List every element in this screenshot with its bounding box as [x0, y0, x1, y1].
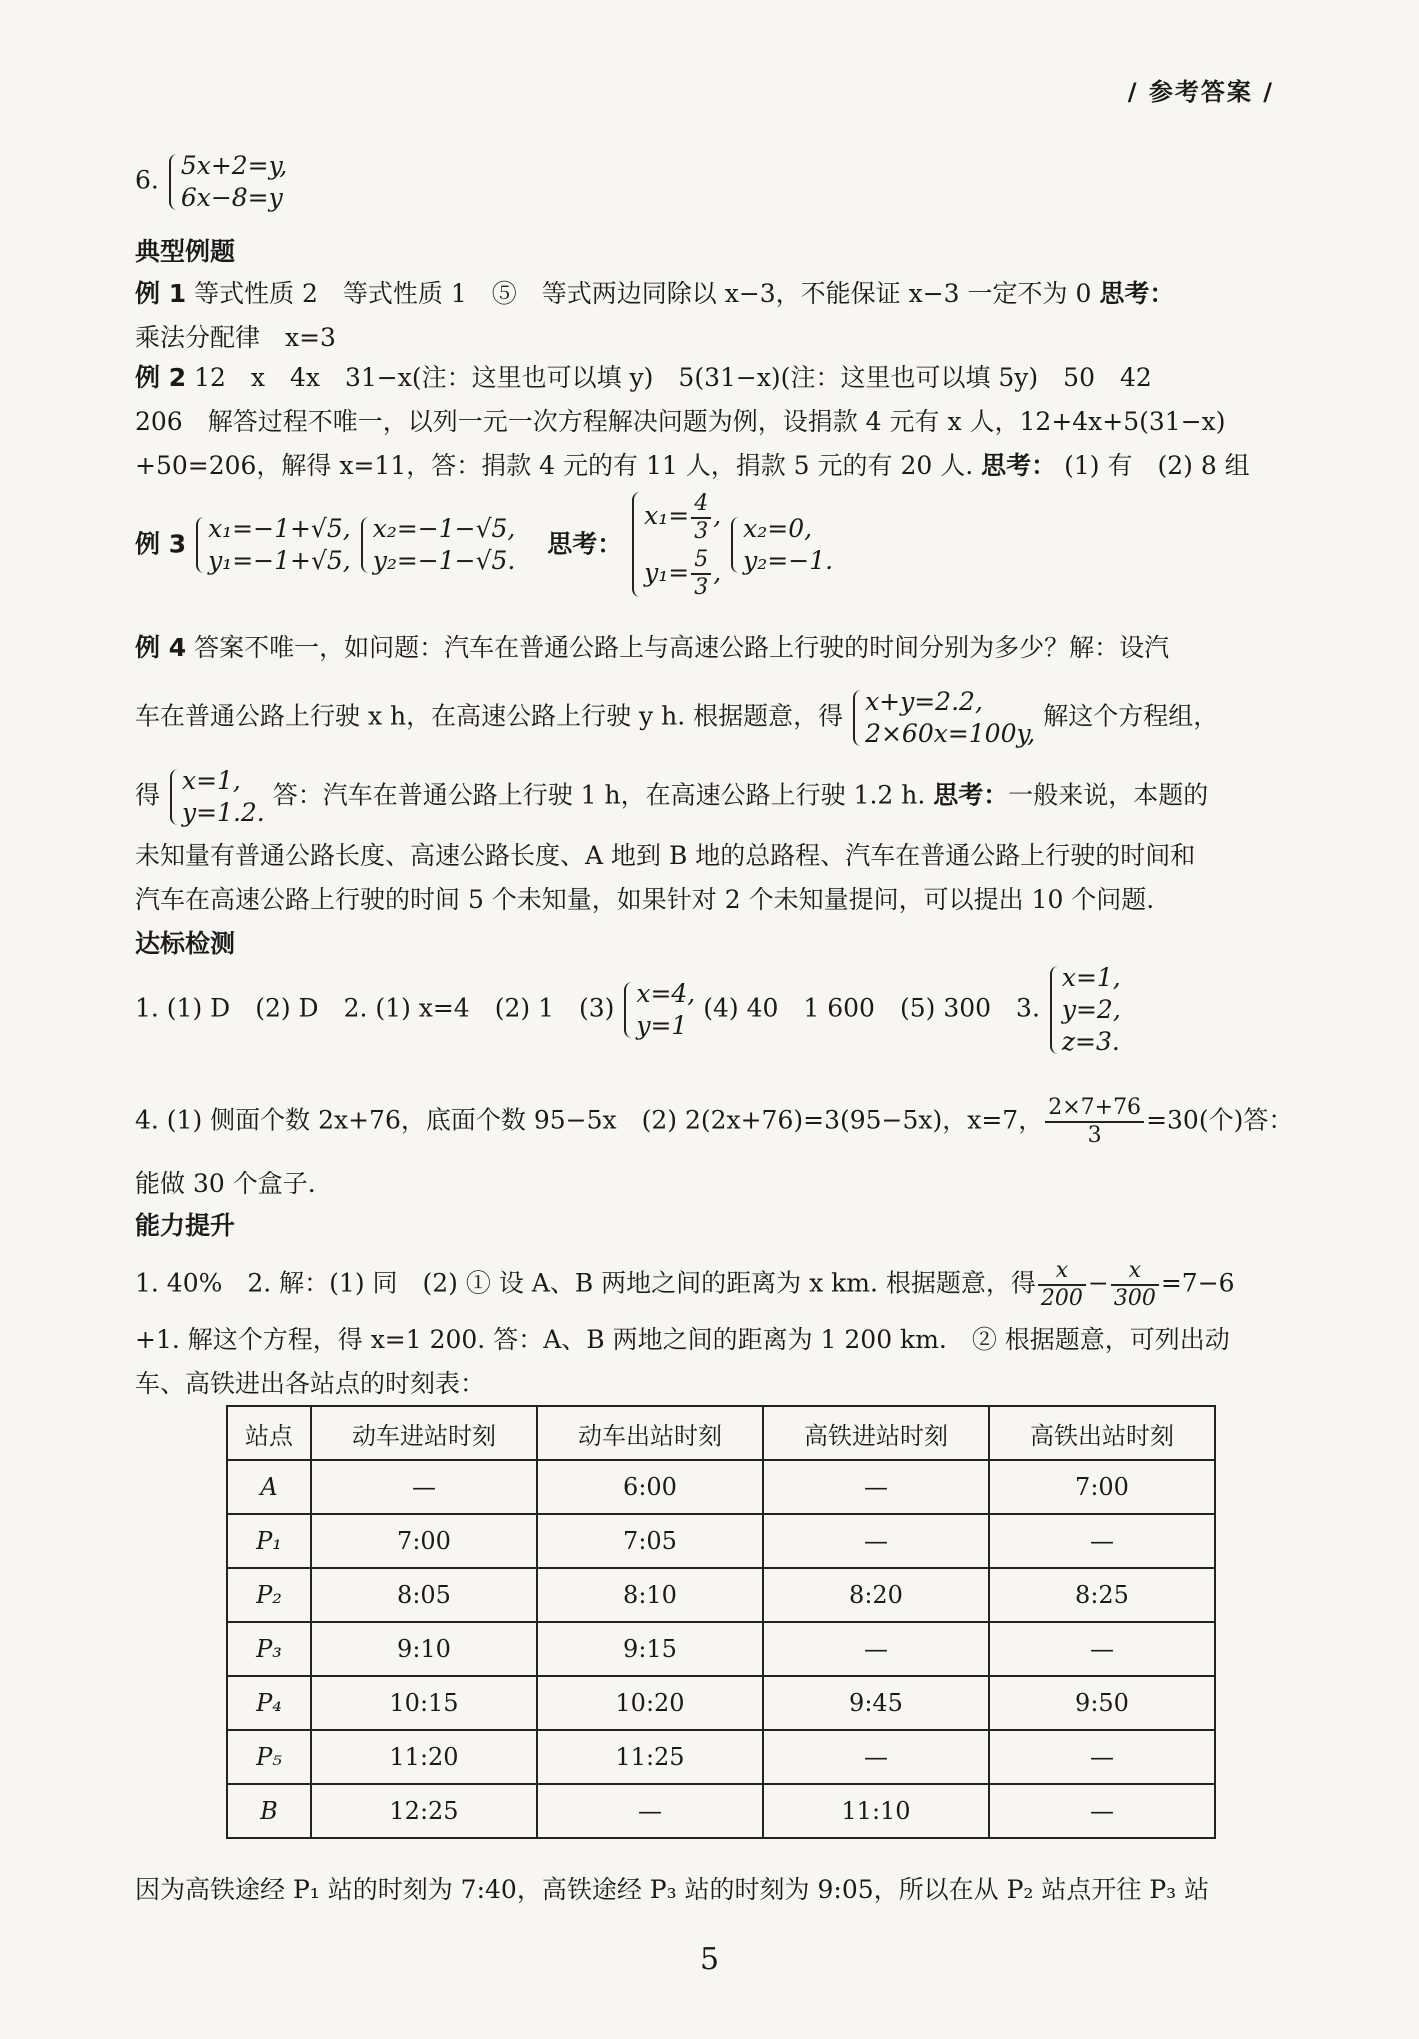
ability1-pre: 1. 40% 2. 解：(1) 同 (2) ① 设 A、B 两地之间的距离为 x km. 根据题意，得	[135, 1268, 1036, 1298]
cell: 9:45	[763, 1676, 989, 1730]
check1-sa: x=4,	[636, 979, 696, 1008]
cell: —	[311, 1460, 537, 1514]
cell: 7:00	[989, 1460, 1215, 1514]
ex3-t1a-pre: x₁=	[644, 501, 690, 530]
table-row	[227, 1784, 1215, 1838]
col-header-emu-arrive: 动车进站时刻	[311, 1406, 537, 1460]
section-ability: 能力提升	[135, 1211, 236, 1240]
ex2-line1: 12 x 4x 31−x(注：这里也可以填 y) 5(31−x)(注：这里也可以填 5y) 50 42	[194, 363, 1152, 392]
check4-post: =30(个)答：	[1146, 1105, 1294, 1135]
check-4-line2: 能做 30 个盒子.	[135, 1169, 316, 1198]
cell: 12:25	[311, 1784, 537, 1838]
ex3-s1a: x₁=−1+√5,	[208, 513, 351, 543]
check1-tb: y=2,	[1061, 995, 1121, 1024]
cell-station: P₃	[227, 1622, 311, 1676]
ex2-label: 例 2	[135, 363, 187, 392]
ex3-think-system-1	[630, 488, 721, 601]
table-row	[227, 1676, 1215, 1730]
check4-fraction	[1045, 1095, 1144, 1149]
ex4-label: 例 4	[135, 633, 187, 662]
ex3-s2a: x₂=−1−√5,	[372, 513, 516, 543]
cell: 8:20	[763, 1568, 989, 1622]
ex3-t1b-den: 3	[694, 575, 709, 600]
table-row	[227, 1460, 1215, 1514]
q6-eq1: 5x+2=y,	[180, 151, 288, 180]
ex2-think-label: 思考：	[981, 451, 1057, 480]
check1-mid: (4) 40 1 600 (5) 300 3.	[703, 993, 1040, 1023]
ex4-line3b: 答：汽车在普通公路上行驶 1 h，在高速公路上行驶 1.2 h.	[272, 780, 926, 810]
ability1-post: =7−6	[1160, 1268, 1235, 1298]
cell: —	[763, 1622, 989, 1676]
ex3-system-2	[359, 513, 516, 577]
ex4-line2a: 车在普通公路上行驶 x h，在高速公路上行驶 y h. 根据题意，得	[135, 701, 844, 731]
check4-fden: 3	[1087, 1123, 1102, 1148]
footer-line: 因为高铁途经 P₁ 站的时刻为 7:40，高铁途经 P₃ 站的时刻为 9:05，所以在从 P₂ 站点开往 P₃ 站	[135, 1875, 1210, 1904]
ex4-sys2a: x=1,	[181, 766, 241, 795]
ex3-system-1	[194, 513, 351, 577]
q6-eq2: 6x−8=y	[180, 183, 283, 212]
ex3-t1b-fraction	[691, 547, 711, 601]
check4-pre: 4. (1) 侧面个数 2x+76，底面个数 95−5x (2) 2(2x+76)=3(95−5x)，x=7，	[135, 1105, 1044, 1135]
section-typical-examples: 典型例题	[135, 237, 236, 266]
ex3-t1a-num: 4	[691, 491, 711, 519]
ex1-line2: 乘法分配律 x=3	[135, 323, 336, 352]
cell-station: P₁	[227, 1514, 311, 1568]
ex4-system-1	[851, 686, 1035, 750]
cell-station: A	[227, 1460, 311, 1514]
cell: 7:00	[311, 1514, 537, 1568]
cell-station: B	[227, 1784, 311, 1838]
ability1-minus: −	[1087, 1268, 1109, 1298]
ability1-f1num: x	[1038, 1258, 1086, 1286]
ex4-sys1b: 2×60x=100y,	[865, 719, 1036, 748]
col-header-hsr-arrive: 高铁进站时刻	[763, 1406, 989, 1460]
cell-station: P₄	[227, 1676, 311, 1730]
col-header-emu-depart: 动车出站时刻	[537, 1406, 763, 1460]
check-1-3	[135, 962, 1295, 1058]
cell: 10:20	[537, 1676, 763, 1730]
check1-tc: z=3.	[1061, 1027, 1120, 1056]
ex3-t2b: y₂=−1.	[743, 545, 834, 575]
check-4	[135, 1095, 1295, 1149]
cell: 10:15	[311, 1676, 537, 1730]
table-row	[227, 1568, 1215, 1622]
ability1-line2: +1. 解这个方程，得 x=1 200. 答：A、B 两地之间的距离为 1 200 km. ② 根据题意，可列出动	[135, 1325, 1230, 1354]
ability1-f1den: 200	[1040, 1286, 1083, 1311]
timetable	[226, 1405, 1216, 1839]
ex2-line2: 206 解答过程不唯一，以列一元一次方程解决问题为例，设捐款 4 元有 x 人，12+4x+5(31−x)	[135, 407, 1226, 436]
ex4-line2b: 解这个方程组，	[1043, 701, 1219, 731]
col-header-hsr-depart: 高铁出站时刻	[989, 1406, 1215, 1460]
ability1-line3: 车、高铁进出各站点的时刻表：	[135, 1369, 486, 1398]
ex3-t2a: x₂=0,	[743, 513, 813, 543]
ex4-line5: 汽车在高速公路上行驶的时间 5 个未知量，如果针对 2 个未知量提问，可以提出 10 个问题.	[135, 885, 1155, 914]
ex3-label: 例 3	[135, 529, 187, 559]
ability1-f2den: 300	[1113, 1286, 1156, 1311]
example-3	[135, 488, 1295, 601]
cell: 6:00	[537, 1460, 763, 1514]
check1-system-3	[1048, 962, 1121, 1058]
table-row	[227, 1730, 1215, 1784]
ex3-t1a-fraction	[691, 491, 711, 545]
example-4-line2	[135, 686, 1295, 750]
cell: 8:10	[537, 1568, 763, 1622]
cell-station: P₅	[227, 1730, 311, 1784]
page-number: 5	[699, 1942, 720, 1977]
example-4-tail	[135, 834, 1295, 922]
timetable-header-row	[227, 1406, 1215, 1460]
cell: 11:20	[311, 1730, 537, 1784]
cell: 8:25	[989, 1568, 1215, 1622]
check4-fnum: 2×7+76	[1045, 1095, 1144, 1123]
ex3-s2b: y₂=−1−√5.	[372, 545, 516, 575]
ex4-line3c: 一般来说，本题的	[1008, 780, 1209, 810]
example-4	[135, 626, 1295, 670]
example-2	[135, 356, 1295, 488]
example-4-line3	[135, 765, 1295, 829]
ex4-system-2	[168, 765, 265, 829]
ex4-line3a: 得	[135, 780, 161, 810]
section-check: 达标检测	[135, 929, 236, 958]
ex4-think-label: 思考：	[933, 780, 1009, 810]
cell: —	[989, 1514, 1215, 1568]
cell: —	[989, 1622, 1215, 1676]
cell: —	[989, 1784, 1215, 1838]
ex1-think-label: 思考：	[1099, 279, 1175, 308]
cell-station: P₂	[227, 1568, 311, 1622]
header-tag: / 参考答案 /	[1127, 78, 1274, 106]
ability1-fraction-1	[1038, 1258, 1086, 1312]
check1-sb: y=1	[636, 1011, 688, 1040]
ability1-f2num: x	[1111, 1258, 1159, 1286]
ex4-sys1a: x+y=2.2,	[865, 687, 983, 716]
ex4-sys2b: y=1.2.	[181, 798, 265, 827]
example-1	[135, 272, 1295, 360]
ex3-think-system-2	[729, 513, 833, 577]
ex3-s1b: y₁=−1+√5,	[208, 545, 351, 575]
col-header-station: 站点	[227, 1406, 311, 1460]
cell: —	[537, 1784, 763, 1838]
ex3-t1b: y₁= $\frac{5}{3}$ ,	[644, 547, 722, 600]
cell: 9:10	[311, 1622, 537, 1676]
ex4-line1: 答案不唯一，如问题：汽车在普通公路上与高速公路上行驶的时间分别为多少？解：设汽	[194, 633, 1170, 662]
ex2-line3: +50=206，解得 x=11，答：捐款 4 元的有 11 人，捐款 5 元的有 20 人.	[135, 451, 974, 480]
cell: 11:10	[763, 1784, 989, 1838]
cell: —	[763, 1460, 989, 1514]
ex3-t1b-pre: y₁=	[644, 557, 690, 587]
ability-lines	[135, 1318, 1295, 1406]
ex4-line4: 未知量有普通公路长度、高速公路长度、A 地到 B 地的总路程、汽车在普通公路上行驶的时间和	[135, 841, 1196, 870]
cell: —	[763, 1514, 989, 1568]
ex1-text: 等式性质 2 等式性质 1 ⑤ 等式两边同除以 x−3，不能保证 x−3 一定不为 0	[194, 279, 1092, 308]
ex2-think-text: (1) 有 (2) 8 组	[1064, 451, 1250, 480]
q6-system	[167, 150, 288, 214]
q6-number: 6.	[135, 165, 159, 195]
cell: 7:05	[537, 1514, 763, 1568]
ex3-think-label: 思考：	[547, 529, 623, 559]
check1-system-2	[622, 978, 695, 1042]
ex3-t1a-den: 3	[694, 518, 709, 544]
check1-ta: x=1,	[1061, 963, 1121, 992]
table-row	[227, 1514, 1215, 1568]
ability1-fraction-2	[1111, 1258, 1159, 1312]
table-row	[227, 1622, 1215, 1676]
cell: —	[989, 1730, 1215, 1784]
ex3-t1a: x₁= $\frac{4}{3}$ ,	[644, 490, 722, 544]
ex1-label: 例 1	[135, 279, 187, 308]
cell: 9:15	[537, 1622, 763, 1676]
ex3-t1b-num: 5	[691, 547, 711, 575]
check1-pre: 1. (1) D (2) D 2. (1) x=4 (2) 1 (3)	[135, 993, 615, 1023]
ability-1-2	[135, 1258, 1295, 1312]
cell: 8:05	[311, 1568, 537, 1622]
cell: 9:50	[989, 1676, 1215, 1730]
cell: 11:25	[537, 1730, 763, 1784]
cell: —	[763, 1730, 989, 1784]
question-6	[135, 150, 1295, 214]
